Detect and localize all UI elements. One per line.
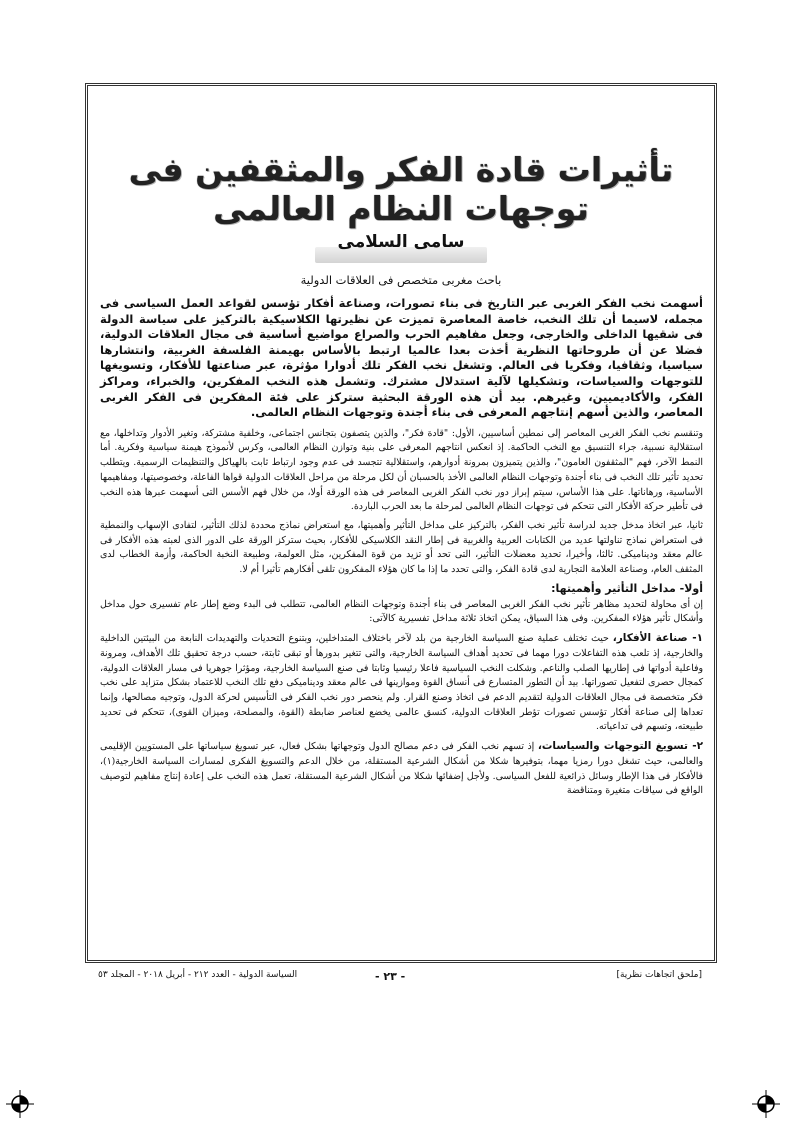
article-body: [100, 296, 703, 803]
section-item-2-lead: ٢- تسويغ التوجهات والسياسات،: [537, 740, 704, 753]
article-title: تأثيرات قادة الفكر والمثقفين فى توجهات النظام العالمى: [128, 150, 674, 228]
section-item-1-lead: ١- صناعة الأفكار،: [612, 632, 703, 645]
section-heading: أولا- مداخل التأثير وأهميتها:: [551, 581, 703, 595]
registration-mark-icon: [752, 1090, 780, 1118]
footer-journal-info: السياسة الدولية - العدد ٢١٢ - أبريل ٢٠١٨ - المجلد ٥٣: [98, 970, 298, 980]
footer-page-number: - ٢٣ -: [375, 970, 406, 983]
abstract: أسهمت نخب الفكر الغربى عبر التاريخ فى بناء تصورات، وصناعة أفكار تؤسس لقواعد العمل السياسى فى مجمله، لاسيما أن تلك النخب، خاصة المعاصرة تميزت عن نظيرتها الكلاسيكية بالتركيز على سياسة الدولة فى شقيها الداخلى والخارجى، وجعل مفاهيم الحرب والصراع مواضيع أساسية فى مجال العلاقات الدولية، فضلا عن أن طروحاتها النظرية أخذت بعدا عالميا ارتبط بالأساس بهيمنة الفلسفة الغربية، وانتشارها سياسيا، وثقافيا، وفكريا فى العالم. وتشغل نخب الفكر تلك أدوارا مؤثرة، عبر صناعتها للأفكار، وتسويغها للتوجهات والسياسات، وتشكيلها لآلية استدلال مشترك. وتشمل هذه النخب المفكرين، والخبراء، ومراكز الفكر، والأكاديميين، وغيرهم. بيد أن هذه الورقة البحثية ستركز على فئة المفكرين فى الفكر الغربى المعاصر، والذين أسهم إنتاجهم المعرفى فى بناء أجندة وتوجهات النظام العالمى.: [100, 296, 703, 420]
paragraph-intro-2: ثانيا، عبر اتخاذ مدخل جديد لدراسة تأثير نخب الفكر، بالتركيز على مداخل التأثير وأهميتها، مع استعراض نماذج محددة لذلك التأثير، لتفادى الإسهاب والنمطية فى استعراض نماذج تناولتها عديد من الكتابات العربية والغربية فى إطار النقد الكلاسيكى للأفكار، بحيث ستركز الورقة على الدور الذى لعبته هذه الأفكار فى عالم معقد وديناميكى. ثالثا، وأخيرا، تحديد معضلات التأثير، التى تحد أو تزيد من قوة المفكرين، مثل العولمة، وطبيعة النخبة الحاكمة، وأزمة الخطاب لدى المثقف العام، وصناعة العلامة التجارية لدى قادة الفكر، والتى تحدد ما إذا ما كان هؤلاء المفكرون تلقى أفكارهم تأثيرا أم لا.: [100, 519, 703, 576]
section-item-1: [100, 631, 703, 735]
registration-mark-icon: [6, 1090, 34, 1118]
section-intro: إن أى محاولة لتحديد مظاهر تأثير نخب الفكر الغربى المعاصر فى بناء أجندة وتوجهات النظام العالمى، تتطلب فى البدء وضع إطار عام تفسيرى حول مداخل وأشكال تأثير هؤلاء المفكرين. وفى هذا السياق، يمكن اتخاذ ثلاثة مداخل تفسيرية كالآتى:: [100, 598, 703, 625]
author-affiliation: باحث مغربى متخصص فى العلاقات الدولية: [300, 273, 502, 287]
paragraph-intro-1: وتنقسم نخب الفكر الغربى المعاصر إلى نمطين أساسيين، الأول: "قادة فكر"، والذين يتصفون بتجانس اجتماعى، وخلفية مشتركة، وتغير الأدوار وتداخلها، مع استقلالية نسبية، جراء التنسيق مع النخب الحاكمة. إذ انعكس انتاجهم المعرفى على بنية وتوازن النظام العالمى، وكرس لأنموذج هيمنة سياسية وفكرية. أما النمط الآخر، فهم "المثقفون العامون"، والذين يتميزون بمرونة أدوارهم، واستقلالية تتجسد فى عدم وجود ارتباط ثابت بالهياكل والتنظيمات الرسمية. ويتطلب تحديد تأثير تلك النخب فى بناء أجندة وتوجهات النظام العالمى الأخذ بالحسبان أن لكل مرحلة من مراحل العلاقات الدولية قواها الفاعلة، وخصوصيتها، ومفاهيمها الأساسية، ورهاناتها. على هذا الأساس، سيتم إبراز دور نخب الفكر الغربى المعاصر فى هذه الورقة أولا، من خلال فهم الأسس التى أسهمت عبرها هذه النخب فى تأطير حركة الأفكار التى تتحكم فى توجهات النظام العالمى لمرحلة ما بعد الحرب الباردة.: [100, 427, 703, 513]
section-item-2: [100, 739, 703, 799]
footer-section-label: [ملحق اتجاهات نظرية]: [616, 970, 702, 980]
author-name: [95, 232, 707, 252]
section-item-2-text: إذ تسهم نخب الفكر فى دعم مصالح الدول وتوجهاتها بشكل فعال، عبر تسويغ سياساتها على المستويين الإقليمى والعالمى، حيث تشغل دورا رمزيا مهما، بتوفيرها شكلا من أشكال الشرعية المستقلة، من خلال الدعم والتسويغ الفكرى لمسارات السياسة الخارجية(١)، فالأفكار فى هذا الإطار وسائل ذرائعية للفعل السياسى. ولأجل إضفائها شكلا من أشكال الشرعية المستقلة، تعمل هذه النخب على إعادة إنتاج مفاهيم لتوصيف الواقع فى سياقات متغيرة ومتناقضة: [100, 741, 703, 797]
section-item-1-text: حيث تختلف عملية صنع السياسة الخارجية من بلد لآخر باختلاف المتداخلين، وبتنوع التحديات والتهديدات النابعة من البيئتين الداخلية والخارجية، إذ تلعب هذه التفاعلات دورا مهما فى تحديد أهداف السياسة الخارجية، والتى تتغير بدورها أو تبقى ثابتة، حسب درجة تحقيق تلك الأهداف، ومرونة وفاعلية أدواتها فى إطاريها الصلب والناعم. وشكلت النخب السياسية فاعلا رئيسيا وثابتا فى صنع السياسة الخارجية، ومؤثرا جوهريا فى مسار العلاقات الدولية، كمجال حصرى لتفعيل تصوراتها. بيد أن التطور المتسارع فى أنساق القوة وموازينها فى عالم معقد وديناميكى دفع تلك النخب للاعتماد بشكل متزايد على نخب فكر متخصصة فى مجال العلاقات الدولية لتقديم الدعم فى اتخاذ وصنع القرار. ولم ينحصر دور نخب الفكر فى التأسيس لحركة الدول، وتوجيه مصالحها، وإنما تعداها إلى صناعة أفكار تؤسس تصورات تؤطر العلاقات الدولية، كنسق عالمى يخضع لعناصر ضابطة (القوة، والمصلحة، وميزان القوى)، تتحكم فى تحديد طبيعته، وتسهم فى تداعياته.: [100, 633, 703, 733]
author-name-text: سامى السلامى: [337, 232, 465, 252]
